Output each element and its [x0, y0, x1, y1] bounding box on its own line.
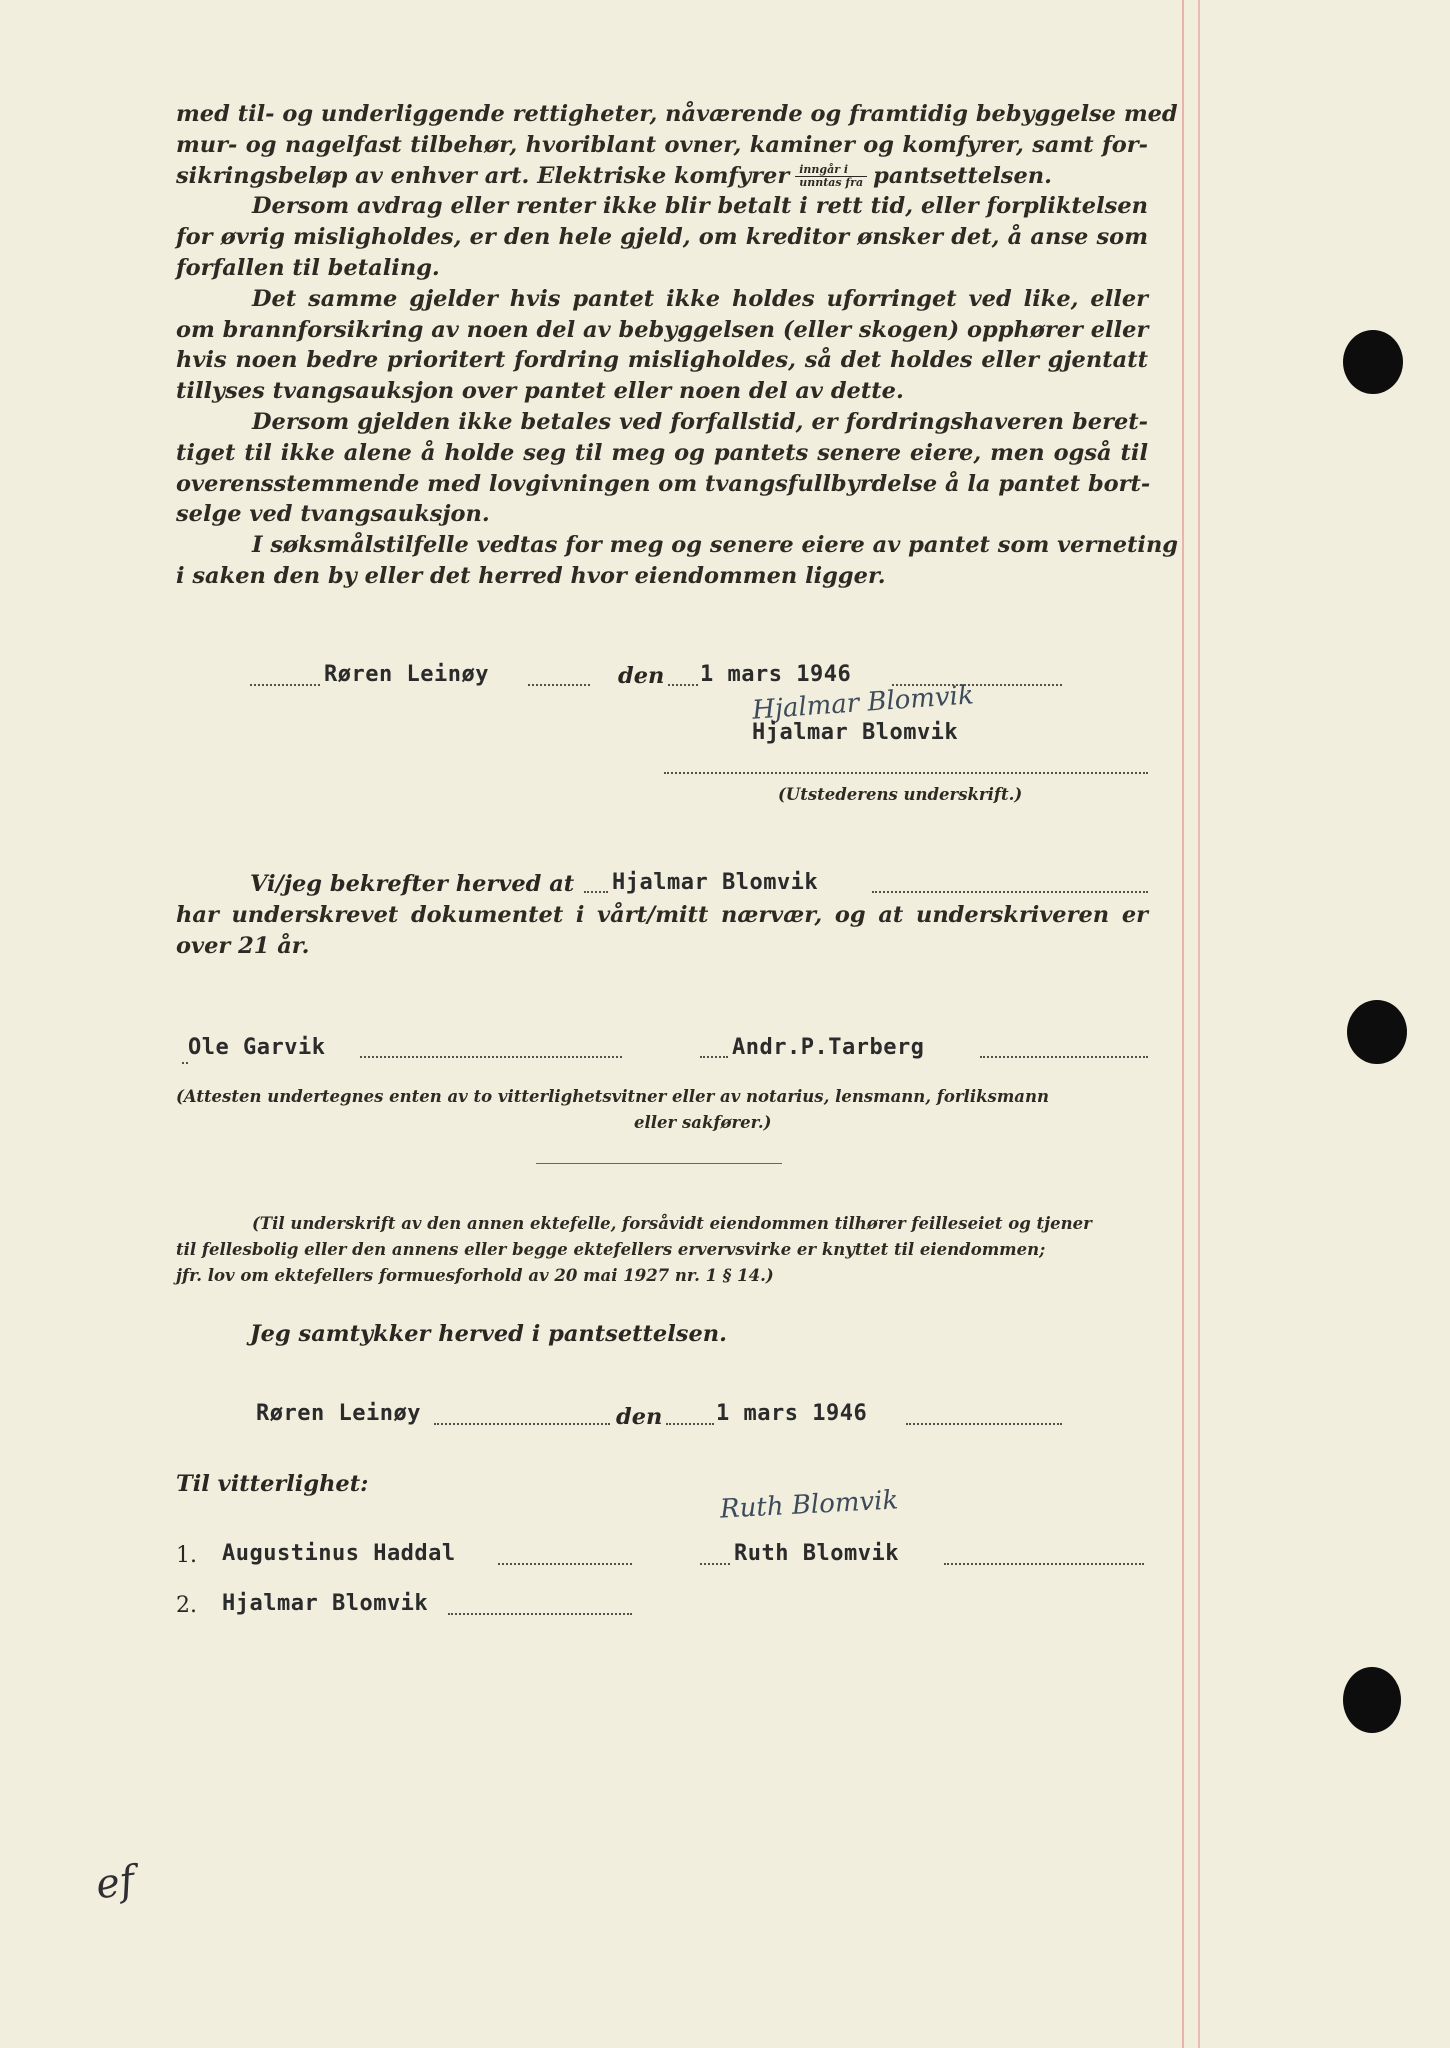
dotted-leader [250, 684, 320, 686]
attestation-note: (Attesten undertegnes enten av to vitterlighetsvitner eller av notarius, lensmann, forliksmann [176, 1087, 1049, 1106]
spouse-consent-statement: Jeg samtykker herved i pantsettelsen. [250, 1321, 727, 1347]
text-line: over 21 år. [176, 932, 310, 959]
dotted-leader [872, 891, 1148, 893]
punch-hole [1343, 330, 1403, 394]
attested-signer-name: Hjalmar Blomvik [612, 870, 819, 895]
margin-rule-red-2 [1198, 0, 1200, 2048]
dotted-leader [434, 1423, 610, 1425]
margin-rule-red [1182, 0, 1184, 2048]
spouse-date: 1 mars 1946 [716, 1401, 868, 1426]
dotted-leader [980, 1056, 1148, 1058]
dotted-leader [944, 1563, 1144, 1565]
issuer-date: 1 mars 1946 [700, 662, 852, 687]
text-line: for øvrig misligholdes, er den hele gjeld, om kreditor ønsker det, å anse som [176, 224, 1148, 251]
witness-1-name: Ole Garvik [188, 1035, 326, 1060]
attestation-note: eller sakfører.) [634, 1113, 772, 1132]
witness-label: Til vitterlighet: [176, 1471, 369, 1497]
text-line: overensstemmende med lovgivningen om tvangsfullbyrdelse å la pantet bort- [176, 470, 1151, 497]
issuer-typed-name: Hjalmar Blomvik [752, 720, 959, 745]
text-line: tillyses tvangsauksjon over pantet eller noen del av dette. [176, 378, 904, 405]
text-line: Det samme gjelder hvis pantet ikke holdes uforringet ved like, eller [252, 285, 1148, 312]
attestation-text [176, 900, 1148, 962]
dotted-leader [666, 1423, 714, 1425]
text-line: om brannforsikring av noen del av bebyggelsen (eller skogen) opphører eller [176, 316, 1149, 343]
text-line: mur- og nagelfast tilbehør, hvoriblant ovner, kaminer og komfyrer, samt for- [176, 131, 1148, 158]
dotted-leader [498, 1563, 632, 1565]
text-fragment: sikringsbeløp av enhver art. Elektriske komfyrer [176, 162, 790, 189]
fraction-top: inngår i [795, 164, 867, 177]
spouse-note: til fellesbolig eller den annens eller begge ektefellers ervervsvirke er knyttet til eiendommen; [176, 1240, 1046, 1259]
margin-handwritten-mark: ef [92, 1857, 138, 1909]
issuer-den-label: den [618, 663, 665, 689]
issuer-handwritten-signature: Hjalmar Blomvik [751, 680, 975, 726]
spouse-witness-1-name: Augustinus Haddal [222, 1541, 456, 1566]
text-line: har underskrevet dokumentet i vårt/mitt nærvær, og at underskriveren er [176, 902, 1148, 928]
dotted-leader [700, 1563, 730, 1565]
text-line: Dersom gjelden ikke betales ved forfallstid, er fordringshaveren beret- [252, 408, 1148, 435]
spouse-handwritten-signature: Ruth Blomvik [719, 1485, 899, 1525]
dotted-leader [906, 1423, 1062, 1425]
witness-number: 1. [176, 1543, 197, 1568]
spouse-witness-2-name: Hjalmar Blomvik [222, 1591, 429, 1616]
text-line: forfallen til betaling. [176, 254, 440, 281]
text-fragment: pantsettelsen. [873, 162, 1052, 189]
attestation-intro: Vi/jeg bekrefter herved at [250, 871, 575, 897]
text-line: med til- og underliggende rettigheter, nåværende og framtidig bebyggelse med [176, 101, 1178, 127]
spouse-typed-name: Ruth Blomvik [734, 1541, 899, 1566]
punch-hole [1347, 1000, 1407, 1064]
dotted-leader [448, 1613, 632, 1615]
spouse-note: (Til underskrift av den annen ektefelle, forsåvidt eiendommen tilhører feilleseiet og tjener [252, 1214, 1092, 1233]
issuer-signature-caption: (Utstederens underskrift.) [778, 785, 1023, 804]
witness-2-name: Andr.P.Tarberg [732, 1035, 925, 1060]
section-divider [536, 1163, 782, 1164]
text-line: I søksmålstilfelle vedtas for meg og senere eiere av pantet som verneting [252, 532, 1179, 559]
dotted-leader [584, 891, 608, 893]
spouse-note: jfr. lov om ektefellers formuesforhold av 20 mai 1927 nr. 1 § 14.) [176, 1266, 774, 1285]
issuer-place: Røren Leinøy [324, 662, 489, 687]
option-fraction [795, 164, 867, 189]
signature-line [664, 772, 1148, 774]
punch-hole [1343, 1667, 1401, 1733]
text-line: hvis noen bedre prioritert fordring misligholdes, så det holdes eller gjentatt [176, 347, 1148, 374]
dotted-leader [360, 1056, 622, 1058]
spouse-den-label: den [616, 1404, 663, 1430]
dotted-leader [528, 684, 590, 686]
fraction-bottom: unntas fra [799, 176, 864, 190]
witness-number: 2. [176, 1593, 197, 1618]
text-line [176, 161, 1148, 192]
mortgage-terms-text [176, 99, 1179, 592]
spouse-place: Røren Leinøy [256, 1401, 421, 1426]
dotted-leader [668, 684, 698, 686]
text-line: tiget til ikke alene å holde seg til meg og pantets senere eiere, men også til [176, 439, 1148, 466]
text-line: selge ved tvangsauksjon. [176, 501, 490, 528]
text-line: i saken den by eller det herred hvor eiendommen ligger. [176, 562, 886, 589]
text-line: Dersom avdrag eller renter ikke blir betalt i rett tid, eller forpliktelsen [252, 193, 1148, 220]
dotted-leader [700, 1056, 728, 1058]
dotted-leader [182, 1062, 188, 1064]
